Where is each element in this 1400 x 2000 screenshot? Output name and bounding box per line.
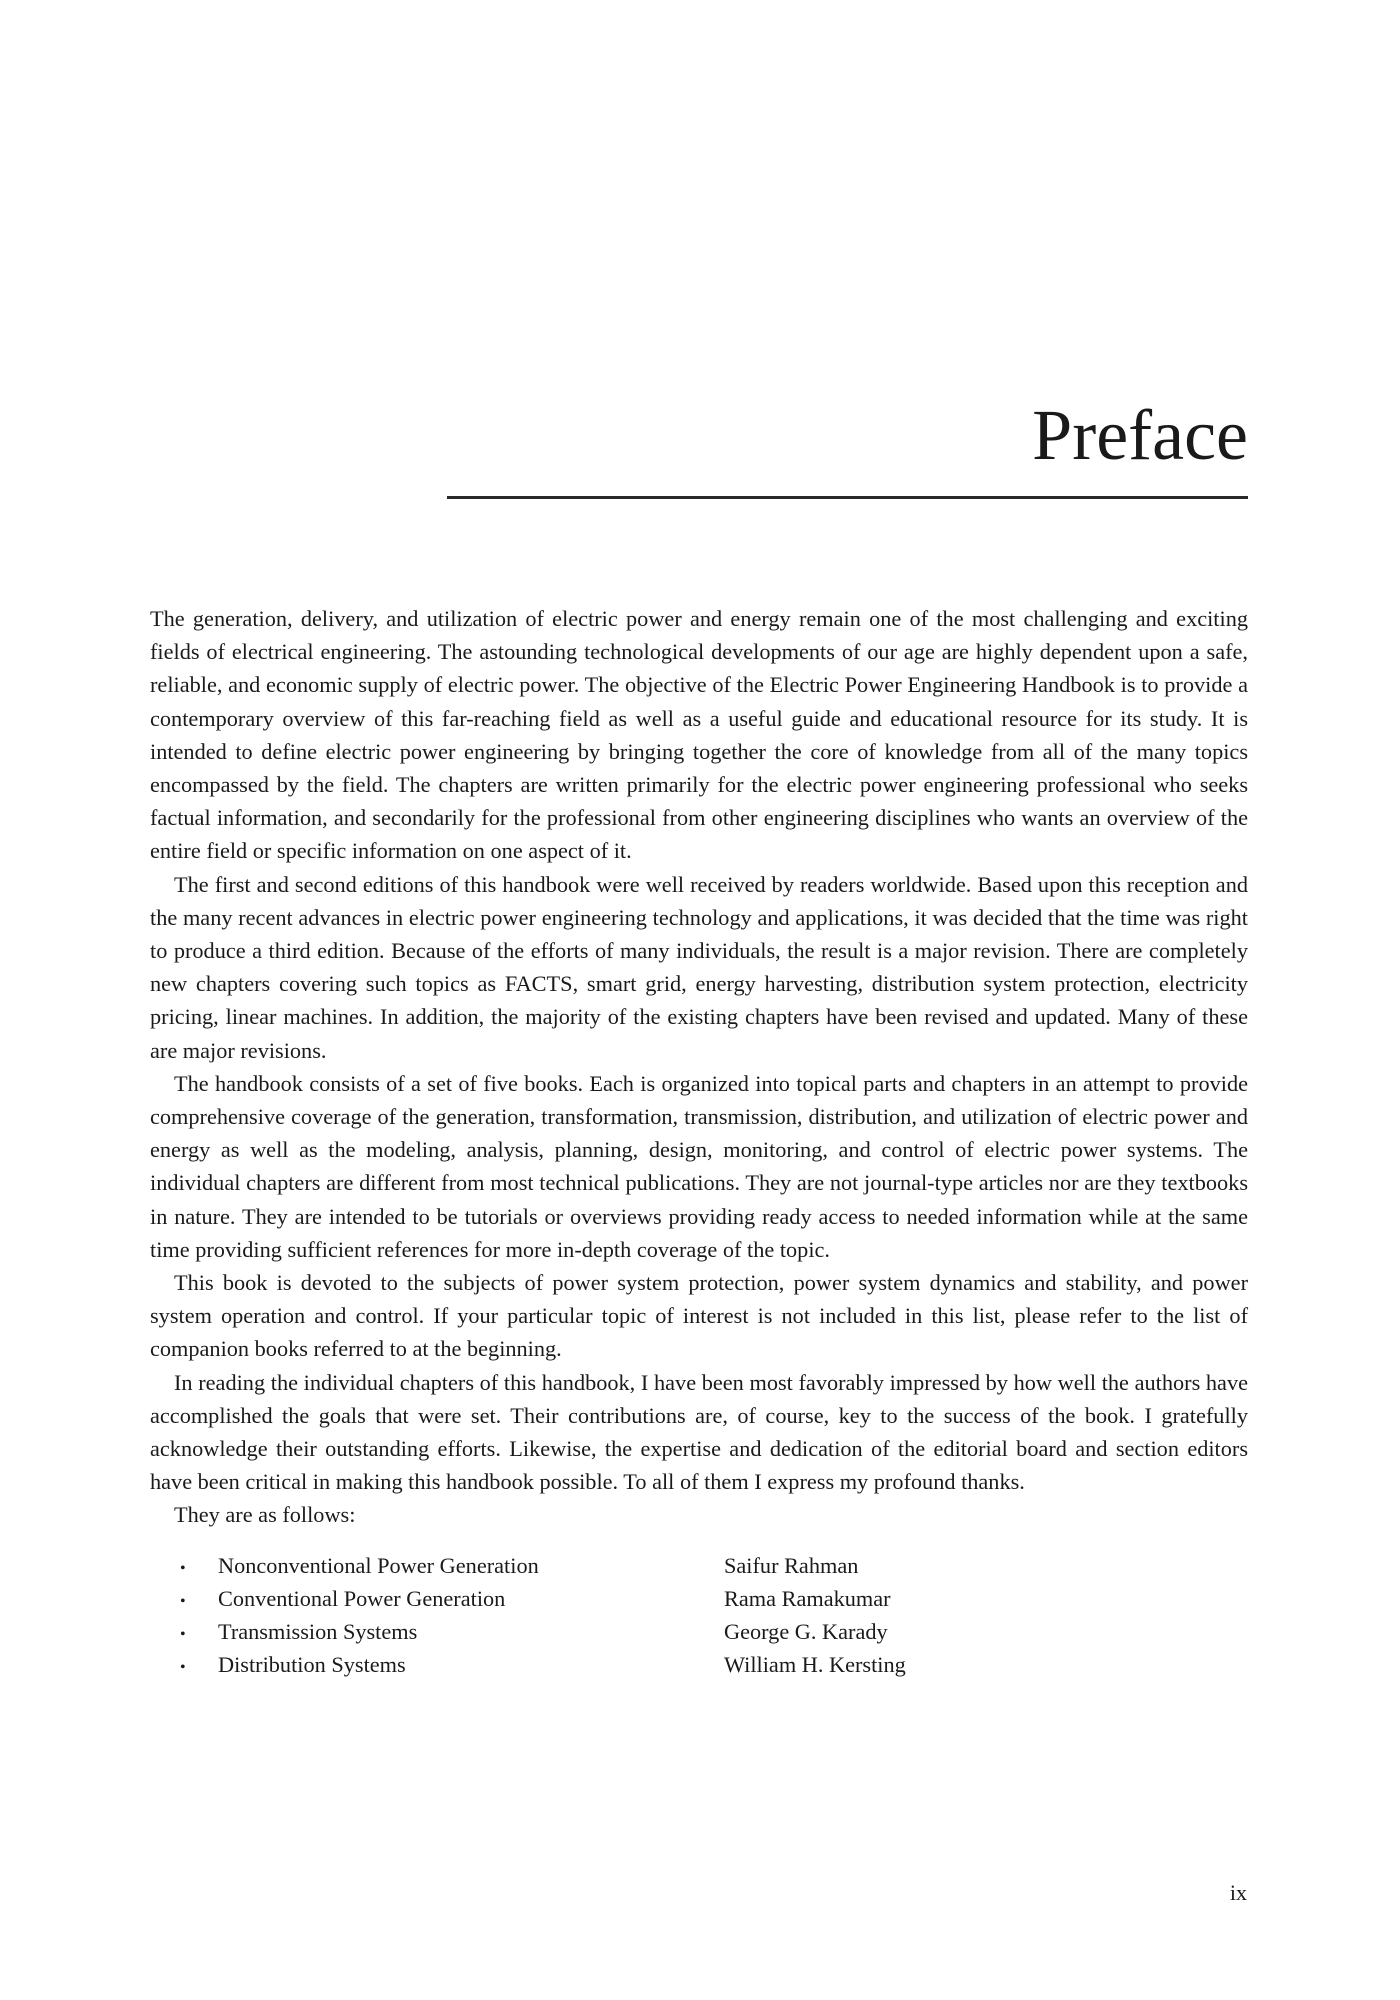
list-item [150,1615,1248,1648]
list-item-part: Conventional Power Generation [218,1585,506,1611]
section-editors-list [150,1549,1248,1682]
list-item-editor: George G. Karady [724,1619,888,1645]
bullet-icon: • [180,1592,186,1610]
list-item-part: Distribution Systems [218,1652,406,1678]
page-title: Preface [1032,395,1248,475]
bullet-icon: • [180,1659,186,1677]
bullet-icon: • [180,1626,186,1644]
list-item-part: Nonconventional Power Generation [218,1552,539,1578]
list-item-part: Transmission Systems [218,1619,418,1645]
bullet-icon: • [180,1559,186,1577]
title-underline [447,496,1248,499]
list-item-editor: William H. Kersting [724,1652,906,1678]
preface-body [150,602,1248,1681]
paragraph-4: This book is devoted to the subjects of power system protection, power system dynamics and stability, and power system operation and control. If your particular topic of interest is not included in this list, please refer to the list of companion books referred to at the beginning. [150,1270,1248,1362]
paragraph-5: In reading the individual chapters of this handbook, I have been most favorably impressed by how well the authors have accomplished the goals that were set. Their contributions are, of course, key to the success of the book. I gratefully acknowledge their outstanding efforts. Likewise, the expertise and dedication of the editorial board and section editors have been critical in making this handbook possible. To all of them I express my profound thanks. [150,1369,1248,1495]
paragraph-3: The handbook consists of a set of five books. Each is organized into topical parts and chapters in an attempt to provide comprehensive coverage of the generation, transformation, transmission, distribution, and utilization of electric power and energy as well as the modeling, analysis, planning, design, monitoring, and control of electric power systems. The individual chapters are different from most technical publications. They are not journal-type articles nor are they textbooks in nature. They are intended to be tutorials or overviews providing ready access to needed information while at the same time providing sufficient references for more in-depth coverage of the topic. [150,1070,1248,1262]
list-item [150,1648,1248,1681]
paragraph-1: The generation, delivery, and utilization of electric power and energy remain one of the most challenging and exciting fields of electrical engineering. The astounding technological developments of our age are highly dependent upon a safe, reliable, and economic supply of electric power. The objective of the Electric Power Engineering Handbook is to provide a contemporary overview of this far-reaching field as well as a useful guide and educational resource for its study. It is intended to define electric power engineering by bringing together the core of knowledge from all of the many topics encompassed by the field. The chapters are written primarily for the electric power engineering professional who seeks factual information, and secondarily for the professional from other engineering disciplines who wants an overview of the entire field or specific information on one aspect of it. [150,606,1248,864]
list-item [150,1582,1248,1615]
list-item [150,1549,1248,1582]
list-item-editor: Rama Ramakumar [724,1585,891,1611]
paragraph-6: They are as follows: [174,1502,356,1528]
page-number: ix [1229,1880,1247,1905]
list-item-editor: Saifur Rahman [724,1552,859,1578]
paragraph-2: The first and second editions of this handbook were well received by readers worldwide. Based upon this reception and the many recent advances in electric power engineering technology and applications, it was decided that the time was right to produce a third edition. Because of the efforts of many individuals, the result is a major revision. There are completely new chapters covering such topics as FACTS, smart grid, energy harvesting, distribution system protection, electricity pricing, linear machines. In addition, the majority of the existing chapters have been revised and updated. Many of these are major revisions. [150,871,1248,1063]
